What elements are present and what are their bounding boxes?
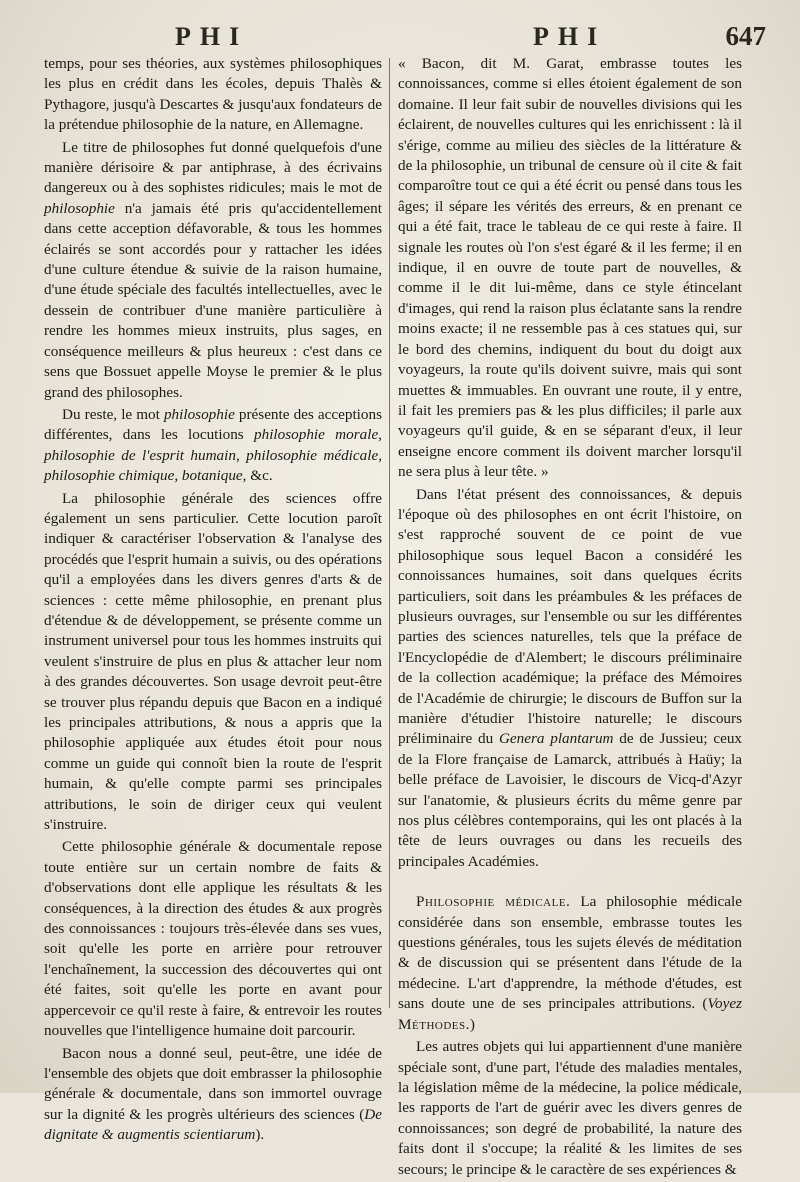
right-column [398,54,742,1182]
paragraph-documentale: Cette philosophie générale & documentale repose toute entière sur un certain nombre de faits & d'observations dont elle applique les résultats & les conséquences, à la direction des études & aux progrès des connoissances : toujours très-élevée dans ses vues, soit qu'elle les porte en arrière pour retrouver l'enchaînement, la succession des découvertes qui ont été faites, soit qu'elle les porte en avant pour appercevoir ce qu'il reste à faire, & entrevoir les routes nouvelles que l'intelligence humaine doit parcourir. [44,838,382,1040]
left-column [44,54,382,1148]
entry-philosophie-medicale: Philosophie médicale. La philosophie médicale considérée dans son ensemble, embrasse toutes les questions générales, tous les sujets élevés de méditation & de discussion qui se présentent dans l'étude de la médecine. L'art d'apprendre, la méthode d'études, est sans doute une de ses principales attributions. (Voyez Méthodes.) [398,893,742,1033]
running-head-right: PHI [533,22,607,51]
paragraph-autres-objets: Les autres objets qui lui appartiennent d'une manière spéciale sont, d'une part, l'étude des maladies mentales, la législation même de la médecine, la police médicale, les rapports de l'art de guérir avec les divers genres de connoissances; son degré de probabilité, la nature des faits dont il s'occupe; la réalité & les limites de ses secours; le principe & le caractère de ses expériences & [398,1038,742,1178]
paragraph-bacon: Bacon nous a donné seul, peut-être, une idée de l'ensemble des objets que doit embrasser la philosophie générale & documentale, dans son immortel ouvrage sur la dignité & les progrès ultérieurs des sciences (De dignitate & augmentis scientiarum). [44,1044,382,1144]
paragraph-garat-quote: « Bacon, dit M. Garat, embrasse toutes les connoissances, comme si elles étoient également de son domaine. Il leur fait subir de nouvelles divisions qui les éclairent, de nouvelles cultures qui les enrichissent : là il s'érige, comme au milieu des siècles de la littérature & de la philosophie, un tribunal de censure où il cite & fait comparoître tout ce qui a été écrit ou pensé dans tous les âges; il sépare les vérités des erreurs, & en prenant ce qui a été fait, trace le tableau de ce qui reste à faire. Il signale les routes où l'on s'est égaré & il les ferme; il en indique, il en ouvre de toute part de nouvelles, & comme il le dit lui-même, dans ce style étincelant d'images, qui rend la raison plus éclatante sans la rendre moins exacte; il ne ressemble pas à ces statues qui, sur le bord des chemins, indiquent du bout du doigt aux voyageurs, la route qu'ils doivent suivre, mais qui sont muettes & immuables. En ouvrant une route, il y entre, il fait les premiers pas & les plus difficiles; il parle aux voyageurs qu'il guide, & en se séparant d'eux, il leur enseigne encore comment ils doivent marcher lorsqu'il ne sera plus à leur tête. » [398,55,742,481]
column-divider [389,58,390,1008]
paragraph-philosophie-generale: La philosophie générale des sciences offre également un sens particulier. Cette locution paroît indiquer & caractériser l'observation & l'analyse des procédés que l'esprit humain a suivis, ou des opérations qu'il a employées dans les divers genres d'arts & de sciences : cette même philosophie, en prenant plus d'étendue & de développement, se présente comme un instrument universel pour tous les hommes instruits qui veulent s'instruire de plus en plus & attacher leur nom à des grandes découvertes. Son usage devroit peut-être se trouver plus répandu depuis que Bacon en a indiqué les principales attributions, & nous a appris que la philosophie appliquée aux études étoit pour nous comme un guide qui connoît bien la route de l'esprit humain, & qu'elle compte parmi ses principales attributions, le soin de diriger ceux qui veulent s'instruire. [44,489,382,834]
running-head-left: PHI [175,22,249,51]
page-number: 647 [725,21,766,51]
paragraph-acceptions: Du reste, le mot philosophie présente des acceptions différentes, dans les locutions philosophie morale, philosophie de l'esprit humain, philosophie médicale, philosophie chimique, botanique, &c. [44,405,382,485]
entry-heading: Philosophie médicale. [416,893,571,911]
page-header [0,20,800,54]
paragraph-continued: temps, pour ses théories, aux systèmes philosophiques les plus en crédit dans les écoles, depuis Thalès & Pythagore, jusqu'à Descartes & jusqu'aux fondateurs de la prétendue philosophie de la nature, en Allemagne. [44,55,382,134]
paragraph-etat-present: Dans l'état présent des connoissances, & depuis l'époque où des philosophes en ont écrit l'histoire, on s'est rapproché souvent de ce point de vue philosophique sous lequel Bacon a considéré les connoissances humaines, soit dans quelques écrits particuliers, soit dans les préambules & les préfaces de plusieurs ouvrages, sur l'ensemble ou sur les différentes parties des sciences naturelles, tels que la préface de l'Encyclopédie de d'Alembert; le discours préliminaire de la collection académique; la préface des Mémoires de l'Académie de chirurgie; le discours de Buffon sur la manière d'étudier l'histoire naturelle; le discours préliminaire du Genera plantarum de de Jussieu; ceux de la Flore française de Lamarck, attribués à Haüy; la belle préface de Lavoisier, le discours de Vicq-d'Azyr sur l'anatomie, & plusieurs écrits du même genre par nos plus célèbres contemporains, qui les ont placés à la tête de leurs ouvrages ou dans les recueils des principales Académies. [398,485,743,870]
paragraph-philosophes-title: Le titre de philosophes fut donné quelquefois d'une manière dérisoire & par antiphrase, à des écrivains dangereux ou à des sophistes ridicules; mais le mot de philosophie n'a jamais été pris qu'accidentellement dans cette acception défavorable, & tous les hommes éclairés se sont accordés pour y rattacher les idées d'une culture étendue & suivie de la raison humaine, d'une étude spéciale des facultés intellectuelles, avec le dessein de contribuer d'une manière particulière à rendre les hommes mieux instruits, plus sages, en conséquence meilleurs & plus heureux : c'est dans ce sens que Bossuet appelle Moyse le premier & le plus grand des philosophes. [44,138,382,401]
